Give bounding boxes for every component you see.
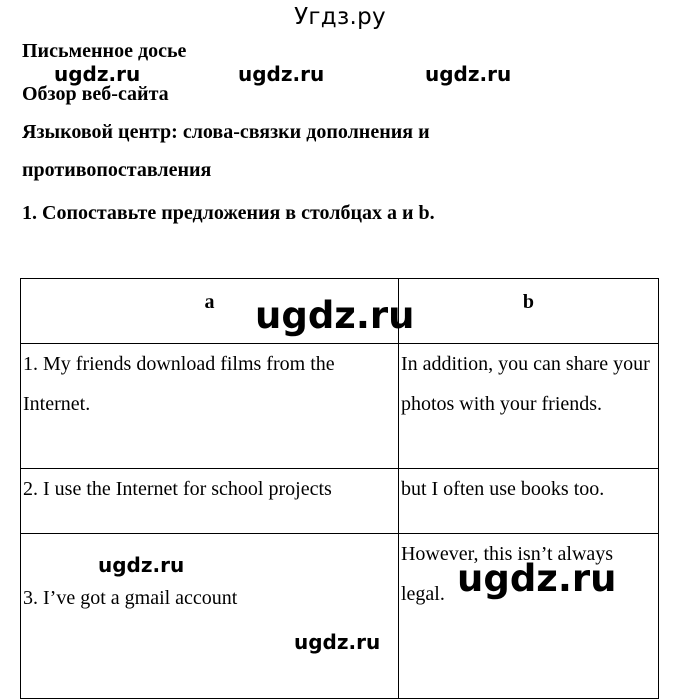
watermark: ugdz.ru: [238, 62, 325, 86]
watermark: ugdz.ru: [425, 62, 512, 86]
cell-a: 1. My friends download films from the Internet.: [21, 344, 399, 469]
topic-heading-line2: противопоставления: [22, 159, 212, 181]
cell-a: 3. I’ve got a gmail account: [21, 534, 399, 699]
section-heading: Письменное досье: [22, 40, 187, 62]
cell-b: but I often use books too.: [398, 469, 658, 534]
watermark: ugdz.ru: [54, 62, 141, 86]
table-row: [21, 469, 659, 534]
subsection-heading: Обзор веб-сайта: [22, 83, 169, 105]
column-header-b: b: [398, 279, 658, 344]
watermark: ugdz.ru: [98, 553, 185, 577]
task-heading: 1. Сопоставьте предложения в столбцах a и b.: [22, 202, 435, 224]
table-row: [21, 344, 659, 469]
cell-a: 2. I use the Internet for school projects: [21, 469, 399, 534]
column-header-a: a: [21, 279, 399, 344]
cell-b: However, this isn’t always legal.: [398, 534, 658, 699]
cell-b: In addition, you can share your photos with your friends.: [398, 344, 658, 469]
watermark: ugdz.ru: [457, 557, 617, 600]
topic-heading-line1: Языковой центр: слова-связки дополнения и: [22, 121, 430, 143]
watermark: ugdz.ru: [255, 294, 415, 337]
site-title: Угдз.ру: [294, 4, 386, 30]
watermark: ugdz.ru: [294, 630, 381, 654]
